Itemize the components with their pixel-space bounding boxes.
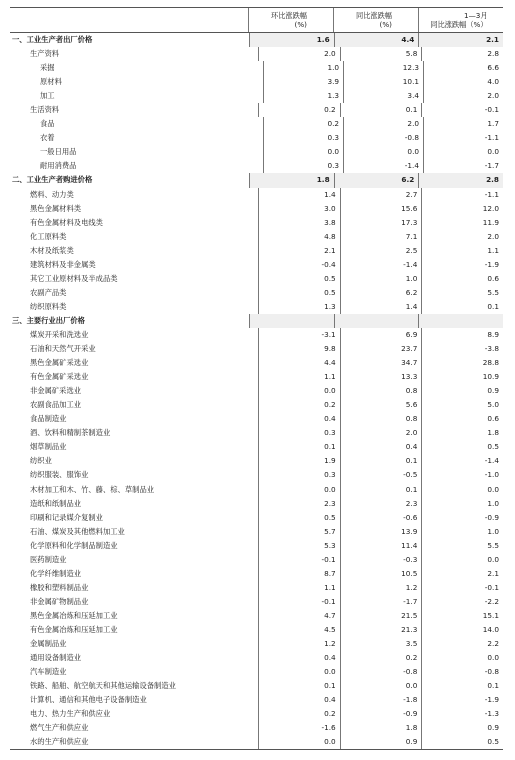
mom-value: 0.5 [258,286,340,300]
row-label: 其它工业原材料及半成品类 [30,273,118,283]
table-row [10,735,503,749]
ytd-value: -1.7 [423,159,503,173]
header-ytd-title: 1—3月 [464,11,488,20]
ytd-value: 10.9 [421,370,503,384]
row-label: 燃气生产和供应业 [30,723,89,733]
yoy-value: 17.3 [340,216,422,230]
table-row [10,145,503,159]
row-label: 黑色金属冶炼和压延加工业 [30,610,118,620]
ytd-value: 0.6 [421,272,503,286]
mom-value: 0.3 [263,131,343,145]
row-label: 化学纤维制造业 [30,568,82,578]
mom-value: 3.8 [258,216,340,230]
ytd-value: -1.3 [421,707,503,721]
table-row [10,216,503,230]
ytd-value: 28.8 [421,356,503,370]
yoy-value: 23.7 [340,342,422,356]
table-row [10,539,503,553]
mom-value: 0.0 [258,665,340,679]
table-row [10,553,503,567]
ytd-value: 5.0 [421,398,503,412]
table-row [10,609,503,623]
yoy-value: 0.8 [340,412,422,426]
mom-value: 2.0 [258,47,340,61]
yoy-value: 6.2 [340,286,422,300]
table-row [10,131,503,145]
row-label: 铁路、船舶、航空航天和其他运输设备制造业 [30,681,176,691]
yoy-value: -0.5 [340,468,422,482]
yoy-value: 6.9 [340,328,422,342]
table-row [10,328,503,342]
ytd-value: -3.8 [421,342,503,356]
yoy-value: 3.5 [340,637,422,651]
mom-value: 8.7 [258,567,340,581]
ytd-value: 1.7 [423,117,503,131]
yoy-value: -1.7 [340,595,422,609]
ytd-value: -1.1 [421,188,503,202]
yoy-value: -1.8 [340,693,422,707]
mom-value: 4.5 [258,623,340,637]
row-label: 通用设备制造业 [30,653,82,663]
table-row [10,286,503,300]
row-label: 黑色金属材料类 [30,203,82,213]
header-mom [248,8,333,32]
table-row [10,370,503,384]
ytd-value: -1.1 [423,131,503,145]
category-row [10,33,503,47]
table-row [10,693,503,707]
table-row [10,637,503,651]
yoy-value: 10.5 [340,567,422,581]
ytd-value: 6.6 [423,61,503,75]
mom-value: 1.3 [263,89,343,103]
yoy-value: 12.3 [343,61,423,75]
yoy-value: 2.0 [343,117,423,131]
yoy-value: 7.1 [340,230,422,244]
category-row [10,173,503,187]
row-label: 食品制造业 [30,414,67,424]
header-yoy-unit: (%) [379,20,392,29]
yoy-value: 1.8 [340,721,422,735]
ytd-value: 1.1 [421,244,503,258]
mom-value: 1.9 [258,454,340,468]
mom-value: -1.6 [258,721,340,735]
ytd-value: 2.0 [423,89,503,103]
table-row [10,117,503,131]
row-label: 金属制品业 [30,639,67,649]
yoy-value: 0.0 [340,679,422,693]
mom-value: 0.2 [258,707,340,721]
row-label: 纺织服装、服饰业 [30,470,89,480]
category-row [10,314,503,328]
row-label: 耐用消费品 [40,161,77,171]
mom-value: 1.1 [258,581,340,595]
yoy-value: 0.9 [340,735,422,749]
table-row [10,230,503,244]
mom-value: 0.5 [258,272,340,286]
table-row [10,483,503,497]
ytd-value: 0.1 [421,300,503,314]
table-row [10,47,503,61]
yoy-value: 0.4 [340,440,422,454]
table-row [10,103,503,117]
ytd-value: 0.6 [421,412,503,426]
ytd-value: 0.1 [421,679,503,693]
table-row [10,581,503,595]
mom-value: 3.9 [263,75,343,89]
table-row [10,75,503,89]
yoy-value: -0.8 [343,131,423,145]
table-row [10,342,503,356]
mom-value: 1.0 [263,61,343,75]
table-row [10,595,503,609]
mom-value: 0.1 [258,679,340,693]
mom-value: 3.0 [258,202,340,216]
row-label: 建筑材料及非金属类 [30,259,96,269]
ytd-value: 0.0 [421,483,503,497]
table-row [10,426,503,440]
ytd-value: -0.1 [421,103,503,117]
table-row [10,651,503,665]
yoy-value: 0.2 [340,651,422,665]
row-label: 橡胶和塑料制品业 [30,582,89,592]
table-row [10,567,503,581]
mom-value: 1.6 [249,33,334,47]
ytd-value: 2.2 [421,637,503,651]
yoy-value: 5.8 [340,47,422,61]
row-label: 生活资料 [30,105,60,115]
ytd-value: 5.5 [421,539,503,553]
table-row [10,623,503,637]
ytd-value: 5.5 [421,286,503,300]
mom-value: 0.4 [258,693,340,707]
ytd-value: 2.8 [421,47,503,61]
row-label: 汽车制造业 [30,667,67,677]
row-label: 纺织业 [30,456,52,466]
row-label: 非金属矿采选业 [30,386,82,396]
ytd-value: 11.9 [421,216,503,230]
yoy-value: 0.1 [340,103,422,117]
row-label: 酒、饮料和精制茶制造业 [30,428,111,438]
ytd-value: 14.0 [421,623,503,637]
mom-value: 0.4 [258,651,340,665]
table-row [10,188,503,202]
row-label: 造纸和纸制品业 [30,498,82,508]
mom-value: 0.4 [258,412,340,426]
row-label: 石油、煤炭及其他燃料加工业 [30,526,125,536]
row-label: 水的生产和供应业 [30,737,89,747]
row-label: 非金属矿物制品业 [30,596,89,606]
yoy-value: -1.4 [340,258,422,272]
yoy-value: 2.5 [340,244,422,258]
mom-value: 4.8 [258,230,340,244]
yoy-value: 0.1 [340,454,422,468]
ytd-value: 0.9 [421,721,503,735]
table-row [10,202,503,216]
row-label: 化工原料类 [30,231,67,241]
ytd-value: 0.5 [421,440,503,454]
mom-value: 0.2 [263,117,343,131]
yoy-value: -0.6 [340,511,422,525]
mom-value: 0.0 [263,145,343,159]
row-label: 一、工业生产者出厂价格 [12,35,93,44]
mom-value: 0.0 [258,483,340,497]
ytd-value: 1.0 [421,525,503,539]
yoy-value: 0.1 [340,483,422,497]
ytd-value: 12.0 [421,202,503,216]
mom-value: 0.3 [258,468,340,482]
mom-value: -0.4 [258,258,340,272]
ytd-value: 0.9 [421,384,503,398]
yoy-value: 5.6 [340,398,422,412]
row-label: 一般日用品 [40,147,77,157]
yoy-value: 15.6 [340,202,422,216]
ytd-value: 2.1 [421,567,503,581]
mom-value: -3.1 [258,328,340,342]
table-row [10,721,503,735]
ytd-value: -1.9 [421,258,503,272]
mom-value: 1.8 [249,173,334,187]
row-label: 原材料 [40,77,62,87]
row-label: 燃料、动力类 [30,189,74,199]
row-label: 衣着 [40,133,55,143]
row-label: 木材加工和木、竹、藤、棕、草制品业 [30,484,155,494]
mom-value: -0.1 [258,595,340,609]
header-item-column [10,8,248,32]
yoy-value: 13.9 [340,525,422,539]
header-ytd-unit: 同比涨跌幅（%） [430,20,488,29]
ytd-value: 0.0 [421,553,503,567]
table-row [10,244,503,258]
yoy-value: -1.4 [343,159,423,173]
ytd-value: 2.0 [421,230,503,244]
yoy-value: 1.2 [340,581,422,595]
yoy-value: -0.9 [340,707,422,721]
mom-value: 1.2 [258,637,340,651]
ytd-value: -0.9 [421,511,503,525]
yoy-value: 2.3 [340,497,422,511]
mom-value: 9.8 [258,342,340,356]
yoy-value: 0.0 [343,145,423,159]
row-label: 农副食品加工业 [30,400,82,410]
ytd-value: 0.0 [421,651,503,665]
row-label: 煤炭开采和洗选业 [30,329,89,339]
yoy-value: 34.7 [340,356,422,370]
row-label: 加工 [40,91,55,101]
table-row [10,356,503,370]
mom-value: 1.1 [258,370,340,384]
ytd-value: -1.4 [421,454,503,468]
mom-value: 0.2 [258,398,340,412]
mom-value: 0.0 [258,735,340,749]
row-label: 有色金属矿采选业 [30,372,89,382]
mom-value: -0.1 [258,553,340,567]
row-label: 计算机、通信和其他电子设备制造业 [30,695,147,705]
ytd-value: 2.1 [418,33,503,47]
ytd-value: -1.9 [421,693,503,707]
mom-value: 2.3 [258,497,340,511]
row-label: 三、主要行业出厂价格 [12,315,85,325]
table-row [10,89,503,103]
table-row [10,525,503,539]
row-label: 农副产品类 [30,287,67,297]
yoy-value: 6.2 [334,173,419,187]
row-label: 纺织原料类 [30,301,67,311]
price-index-table [10,7,503,750]
row-label: 二、工业生产者购进价格 [12,175,93,185]
table-header [10,8,503,33]
mom-value: 0.3 [258,426,340,440]
row-label: 石油和天然气开采业 [30,344,96,354]
yoy-value: 13.3 [340,370,422,384]
yoy-value: 21.5 [340,609,422,623]
mom-value: 1.4 [258,188,340,202]
ytd-value: -1.0 [421,468,503,482]
table-row [10,707,503,721]
mom-value: 4.4 [258,356,340,370]
ytd-value: 0.0 [423,145,503,159]
ytd-value: -0.8 [421,665,503,679]
yoy-value: 2.0 [340,426,422,440]
ytd-value: -0.1 [421,581,503,595]
mom-value [249,314,334,328]
row-label: 印刷和记录媒介复制业 [30,512,103,522]
yoy-value: 4.4 [334,33,419,47]
row-label: 生产资料 [30,49,60,59]
ytd-value: -2.2 [421,595,503,609]
table-row [10,300,503,314]
table-row [10,665,503,679]
header-yoy [333,8,418,32]
row-label: 采掘 [40,63,55,73]
header-mom-title: 环比涨跌幅 [271,11,307,20]
row-label: 化学原料和化学制品制造业 [30,540,118,550]
table-row [10,159,503,173]
yoy-value: -0.8 [340,665,422,679]
table-row [10,412,503,426]
yoy-value: 10.1 [343,75,423,89]
header-mom-unit: (%) [294,20,307,29]
table-row [10,384,503,398]
table-row [10,497,503,511]
table-row [10,61,503,75]
yoy-value: -0.3 [340,553,422,567]
table-row [10,440,503,454]
mom-value: 0.3 [263,159,343,173]
row-label: 食品 [40,119,55,129]
row-label: 医药制造业 [30,554,67,564]
ytd-value: 8.9 [421,328,503,342]
yoy-value: 1.0 [340,272,422,286]
yoy-value: 21.3 [340,623,422,637]
table-row [10,454,503,468]
table-body [10,33,503,749]
header-ytd [418,8,503,32]
row-label: 电力、热力生产和供应业 [30,709,111,719]
table-row [10,511,503,525]
yoy-value: 1.4 [340,300,422,314]
row-label: 有色金属冶炼和压延加工业 [30,624,118,634]
mom-value: 0.1 [258,440,340,454]
ytd-value: 0.5 [421,735,503,749]
mom-value: 5.7 [258,525,340,539]
mom-value: 0.5 [258,511,340,525]
table-row [10,272,503,286]
table-row [10,468,503,482]
mom-value: 4.7 [258,609,340,623]
ytd-value: 2.8 [418,173,503,187]
ytd-value [418,314,503,328]
yoy-value: 2.7 [340,188,422,202]
yoy-value: 3.4 [343,89,423,103]
ytd-value: 1.8 [421,426,503,440]
table-row [10,258,503,272]
row-label: 烟草制品业 [30,442,67,452]
mom-value: 5.3 [258,539,340,553]
mom-value: 1.3 [258,300,340,314]
ytd-value: 1.0 [421,497,503,511]
ytd-value: 4.0 [423,75,503,89]
yoy-value: 0.8 [340,384,422,398]
row-label: 黑色金属矿采选业 [30,358,89,368]
row-label: 有色金属材料及电线类 [30,217,103,227]
table-row [10,398,503,412]
header-yoy-title: 同比涨跌幅 [356,11,392,20]
yoy-value [334,314,419,328]
mom-value: 2.1 [258,244,340,258]
mom-value: 0.2 [258,103,340,117]
ytd-value: 15.1 [421,609,503,623]
row-label: 木材及纸浆类 [30,245,74,255]
yoy-value: 11.4 [340,539,422,553]
table-row [10,679,503,693]
mom-value: 0.0 [258,384,340,398]
